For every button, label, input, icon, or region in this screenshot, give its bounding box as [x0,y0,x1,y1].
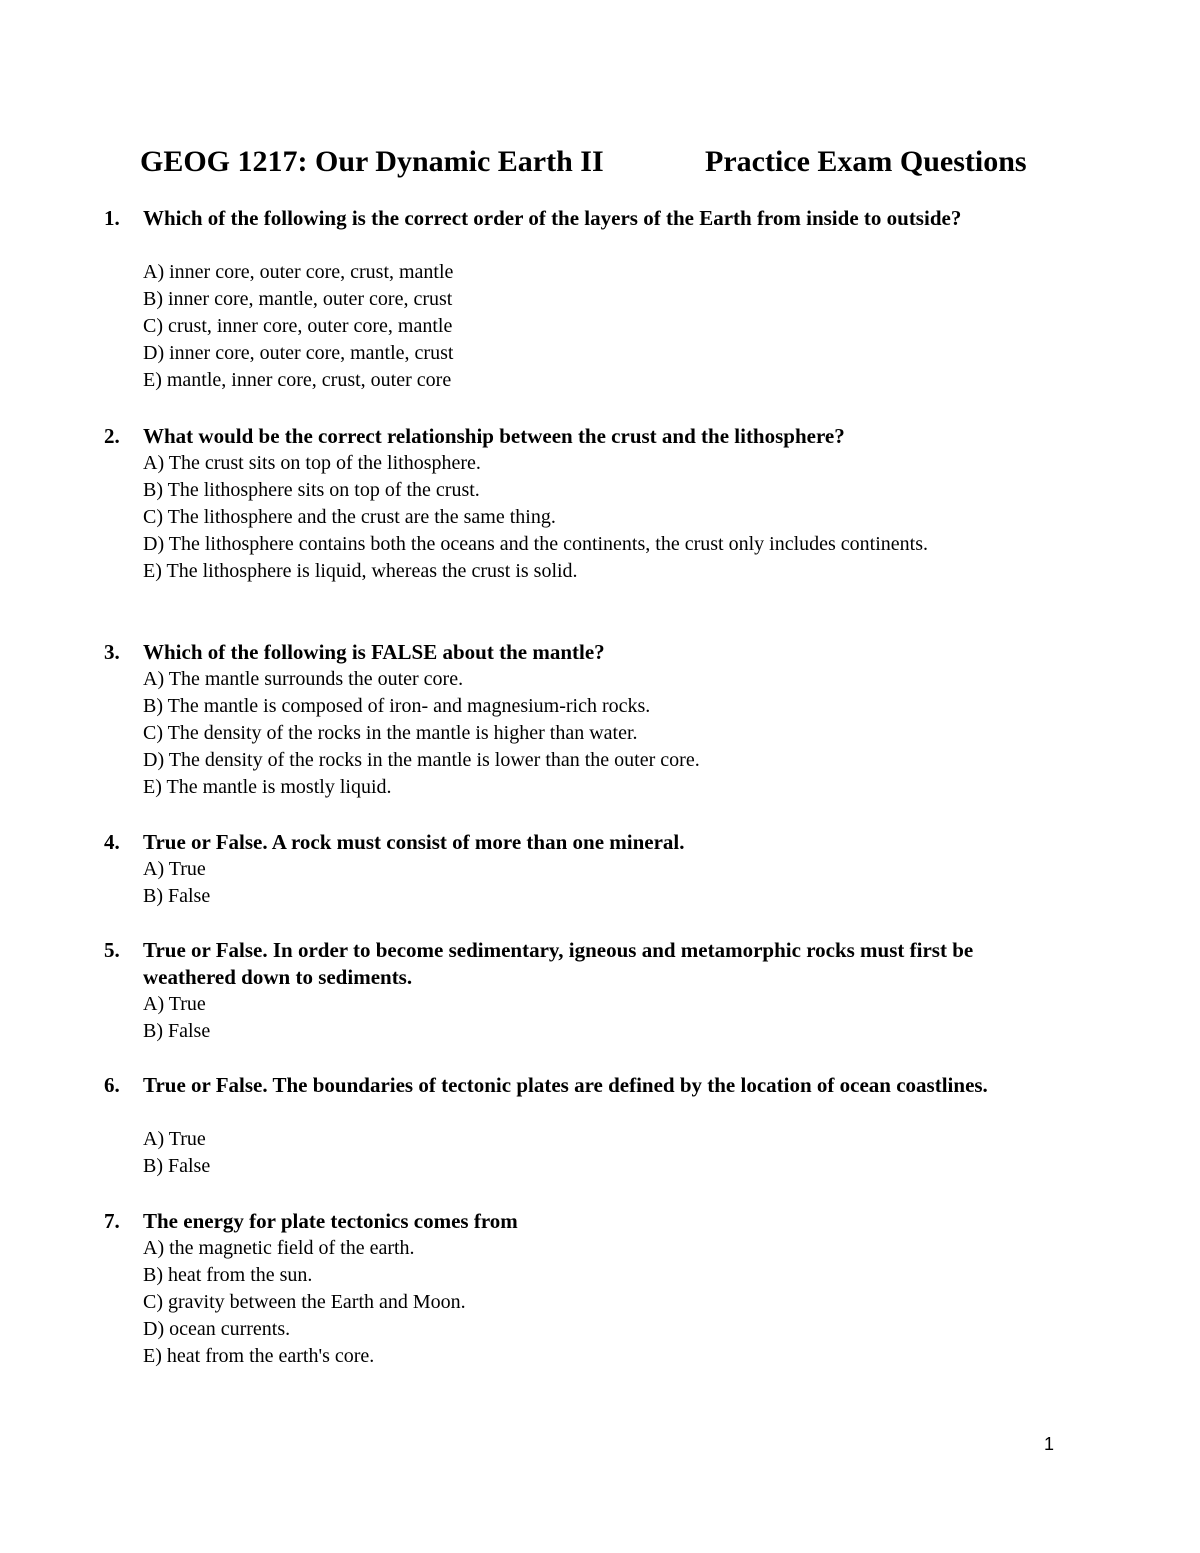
answer-options [143,1235,1058,1370]
answer-options [143,666,1058,801]
question-number: 1. [104,206,120,230]
question-number: 5. [104,938,120,962]
answer-options [143,856,1058,910]
answer-option: A) the magnetic field of the earth. [143,1237,415,1259]
answer-option: B) False [143,1155,211,1177]
answer-option: E) heat from the earth's core. [143,1345,375,1367]
question-text: The energy for plate tectonics comes from [143,1209,518,1233]
page-number: 1 [1044,1434,1055,1454]
question-number: 7. [104,1209,120,1233]
answer-options [143,259,1058,394]
question-text: True or False. A rock must consist of more than one mineral. [143,830,685,854]
answer-option: C) gravity between the Earth and Moon. [143,1291,466,1313]
answer-options [143,991,1058,1045]
answer-option: B) The mantle is composed of iron- and magnesium-rich rocks. [143,695,651,717]
question-number: 6. [104,1073,120,1097]
answer-option: B) heat from the sun. [143,1264,313,1286]
answer-option: E) The lithosphere is liquid, whereas the crust is solid. [143,560,578,582]
question-text: Which of the following is FALSE about the mantle? [143,640,605,664]
answer-option: B) False [143,1020,211,1042]
answer-option: A) True [143,993,206,1015]
answer-option: A) The mantle surrounds the outer core. [143,668,464,690]
answer-options [143,1126,1058,1180]
question-number: 2. [104,424,120,448]
answer-options [143,450,1058,585]
question-text: True or False. In order to become sedimentary, igneous and metamorphic rocks must first be weathered down to sediments. [143,938,974,989]
answer-option: E) mantle, inner core, crust, outer core [143,369,452,391]
answer-option: D) ocean currents. [143,1318,291,1340]
question-number: 3. [104,640,120,664]
answer-option: A) inner core, outer core, crust, mantle [143,261,454,283]
answer-option: B) False [143,885,211,907]
answer-option: D) The lithosphere contains both the oceans and the continents, the crust only includes continents. [143,533,928,555]
answer-option: A) The crust sits on top of the lithosphere. [143,452,481,474]
answer-option: C) crust, inner core, outer core, mantle [143,315,453,337]
question-text: What would be the correct relationship between the crust and the lithosphere? [143,424,845,448]
answer-option: D) The density of the rocks in the mantle is lower than the outer core. [143,749,700,771]
question-number: 4. [104,830,120,854]
question-text: Which of the following is the correct order of the layers of the Earth from inside to outside? [143,206,962,230]
answer-option: C) The density of the rocks in the mantle is higher than water. [143,722,638,744]
answer-option: B) inner core, mantle, outer core, crust [143,288,453,310]
answer-option: B) The lithosphere sits on top of the crust. [143,479,480,501]
question-text: True or False. The boundaries of tectonic plates are defined by the location of ocean coastlines. [143,1073,988,1097]
answer-option: A) True [143,858,206,880]
answer-option: C) The lithosphere and the crust are the same thing. [143,506,556,528]
answer-option: D) inner core, outer core, mantle, crust [143,342,454,364]
exam-subtitle: Practice Exam Questions [705,145,1027,178]
answer-option: E) The mantle is mostly liquid. [143,776,392,798]
answer-option: A) True [143,1128,206,1150]
course-title: GEOG 1217: Our Dynamic Earth II [140,145,604,178]
